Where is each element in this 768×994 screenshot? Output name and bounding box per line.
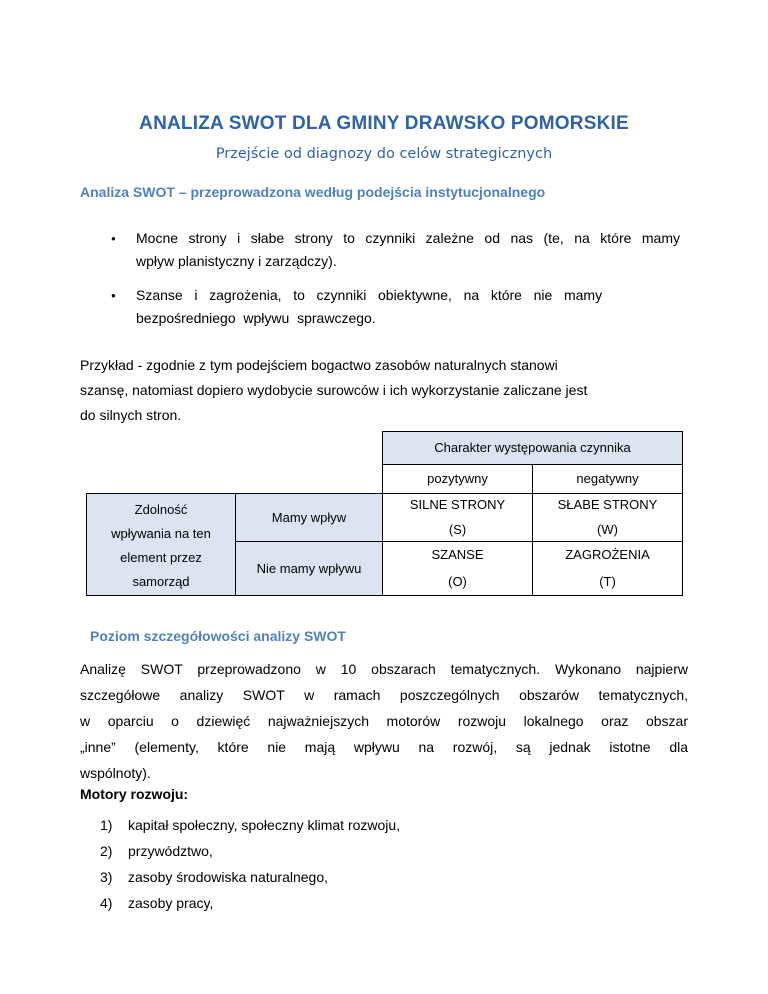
bullet-item-opportunities: [80, 284, 680, 330]
paragraph-line: Przykład - zgodnie z tym podejściem bogactwo zasobów naturalnych stanowi: [80, 357, 558, 373]
table-header-factor-character: Charakter występowania czynnika: [382, 431, 683, 465]
list-number: 3): [100, 869, 113, 885]
table-header-positive: pozytywny: [382, 464, 533, 494]
row-header-line: element przez: [120, 550, 202, 565]
list-item: [80, 864, 400, 890]
example-paragraph: [80, 353, 680, 428]
list-number: 2): [100, 843, 113, 859]
paragraph-line: wspólnoty).: [80, 765, 151, 781]
bullet-text-line: ● Szanse i zagrożenia, to czynniki obiektywne, na które nie mamy: [136, 287, 603, 303]
cell-code: (T): [599, 574, 616, 589]
paragraph-line: Analizę SWOT przeprowadzono w 10 obszarach tematycznych. Wykonano najpierw: [80, 661, 688, 677]
bullet-text-line: wpływ planistyczny i zarządczy).: [136, 253, 337, 269]
list-text: zasoby środowiska naturalnego,: [128, 869, 329, 885]
row-header-line: samorząd: [132, 574, 190, 589]
table-cell-threats: [532, 541, 683, 596]
cell-code: (O): [448, 574, 467, 589]
paragraph-line: do silnych stron.: [80, 407, 182, 423]
list-text: kapitał społeczny, społeczny klimat rozwoju,: [128, 817, 401, 833]
list-number: 4): [100, 895, 113, 911]
cell-label: SILNE STRONY: [409, 497, 506, 512]
cell-label: ZAGROŻENIA: [565, 547, 650, 562]
paragraph-line: w oparciu o dziewięć najważniejszych motorów rozwoju lokalnego oraz obszar: [80, 713, 688, 729]
list-text: przywództwo,: [128, 843, 213, 859]
table-row-header-influence: [86, 493, 236, 596]
detail-paragraph: [80, 656, 688, 786]
table-cell-weaknesses: [532, 493, 683, 542]
motors-heading: Motory rozwoju:: [80, 786, 189, 802]
table-row-label-no-influence: Nie mamy wpływu: [235, 541, 383, 596]
paragraph-line: „inne” (elementy, które nie mają wpływu na rozwój, są jednak istotne dla: [80, 739, 688, 755]
paragraph-line: szansę, natomiast dopiero wydobycie surowców i ich wykorzystanie zaliczane jest: [80, 382, 588, 398]
section-heading-detail-level: Poziom szczegółowości analizy SWOT: [90, 628, 346, 644]
row-header-line: wpływania na ten: [111, 526, 211, 541]
section-heading-swot-approach: Analiza SWOT – przeprowadzona według podejścia instytucjonalnego: [80, 184, 546, 200]
list-item: [80, 890, 400, 916]
cell-code: (S): [448, 522, 467, 537]
motors-list: [80, 812, 400, 916]
bullet-item-strengths: [80, 227, 680, 273]
cell-label: SŁABE STRONY: [557, 497, 658, 512]
bullet-text-line: ● Mocne strony i słabe strony to czynniki zależne od nas (te, na które mamy: [136, 230, 680, 246]
list-item: [80, 838, 400, 864]
row-header-line: Zdolność: [134, 502, 188, 517]
bullet-list: [80, 227, 680, 341]
bullet-text-line: bezpośredniego wpływu sprawczego.: [136, 310, 376, 326]
table-cell-strengths: [382, 493, 533, 542]
list-number: 1): [100, 817, 113, 833]
paragraph-line: szczegółowe analizy SWOT w ramach poszczególnych obszarów tematycznych,: [80, 687, 688, 703]
document-title: ANALIZA SWOT DLA GMINY DRAWSKO POMORSKIE: [139, 113, 629, 134]
list-item: [80, 812, 400, 838]
table-row-label-influence: Mamy wpływ: [235, 493, 383, 542]
cell-label: SZANSE: [431, 547, 484, 562]
cell-code: (W): [597, 522, 618, 537]
list-text: zasoby pracy,: [128, 895, 214, 911]
table-cell-opportunities: [382, 541, 533, 596]
table-header-negative: negatywny: [532, 464, 683, 494]
document-subtitle: Przejście od diagnozy do celów strategicznych: [215, 146, 553, 162]
